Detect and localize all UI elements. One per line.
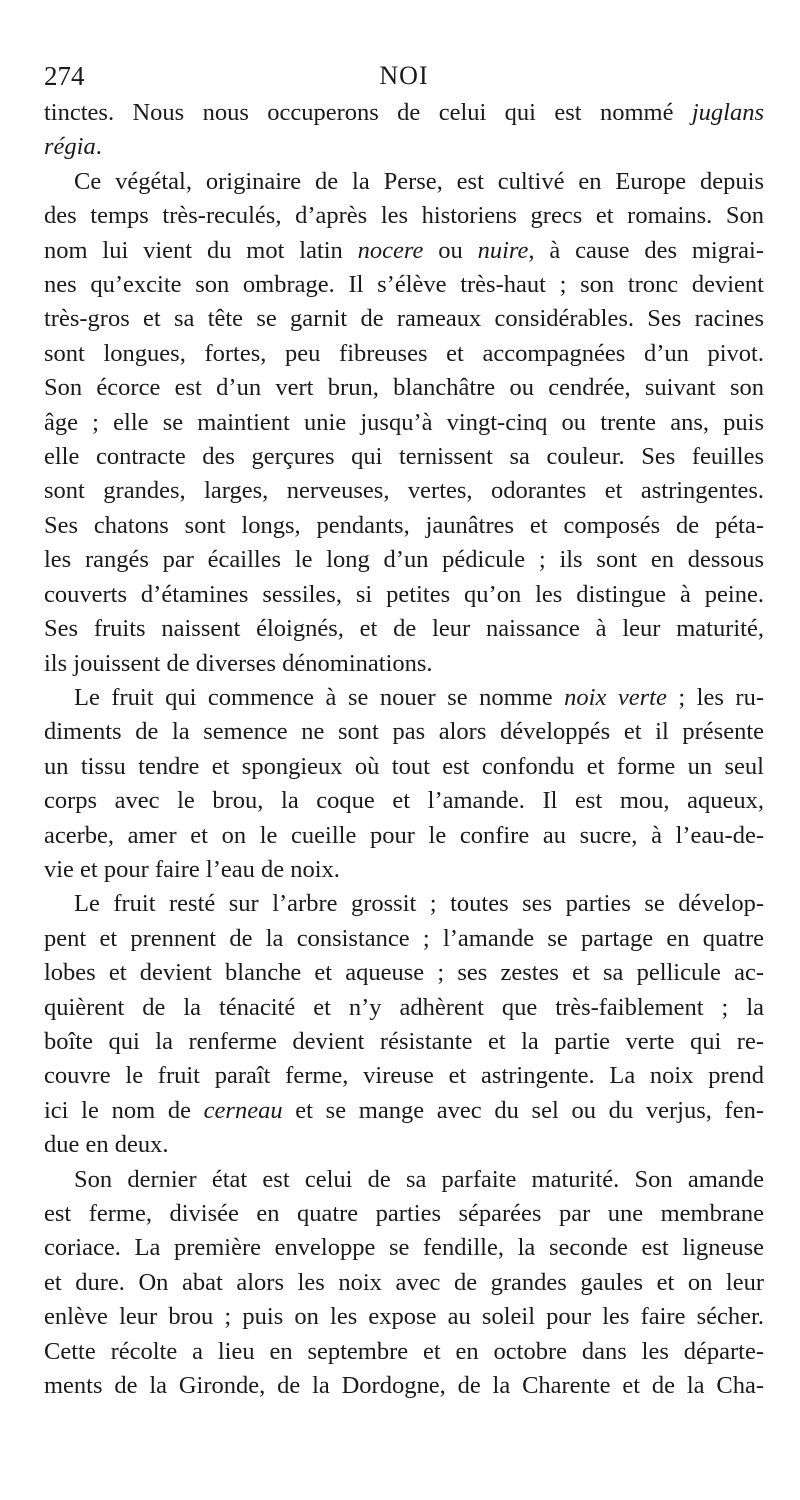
paragraph-description	[44, 165, 764, 681]
paragraph-continuation	[44, 96, 764, 165]
text-line: couverts d’étamines sessiles, si petites qu’on les distingue à peine.	[44, 580, 764, 608]
paragraph-cerneau	[44, 887, 764, 1162]
text-line: couvre le fruit paraît ferme, vireuse et astringente. La noix prend	[44, 1062, 764, 1090]
running-title: NOI	[379, 61, 429, 90]
text-line: Le fruit qui commence à se nouer se nomme noix verte ; les ru-	[74, 683, 764, 711]
text-line: ments de la Gironde, de la Dordogne, de la Charente et de la Cha-	[44, 1372, 764, 1400]
text-line: ici le nom de cerneau et se mange avec du sel ou du verjus, fen-	[44, 1096, 764, 1124]
text-line: tinctes. Nous nous occuperons de celui qui est nommé juglans	[44, 99, 764, 126]
text-line: Son écorce est d’un vert brun, blanchâtre ou cendrée, suivant son	[44, 374, 764, 402]
text-line: sont longues, fortes, peu fibreuses et accompagnées d’un pivot.	[44, 339, 764, 367]
text-line: diments de la semence ne sont pas alors développés et il présente	[44, 718, 764, 746]
text-line: boîte qui la renferme devient résistante et la partie verte qui re-	[44, 1027, 764, 1055]
text-line: quièrent de la ténacité et n’y adhèrent que très-faiblement ; la	[44, 993, 764, 1021]
running-header	[44, 58, 764, 94]
text-line: vie et pour faire l’eau de noix.	[44, 855, 340, 883]
text-line: les rangés par écailles le long d’un pédicule ; ils sont en dessous	[44, 546, 764, 574]
text-line: régia.	[44, 133, 102, 161]
text-line: Le fruit resté sur l’arbre grossit ; toutes ses parties se dévelop-	[74, 890, 764, 918]
text-line: âge ; elle se maintient unie jusqu’à vingt-cinq ou trente ans, puis	[44, 408, 764, 436]
text-line: Ses fruits naissent éloignés, et de leur naissance à leur maturité,	[44, 615, 764, 643]
page-number: 274	[44, 61, 85, 91]
text-line: Ce végétal, originaire de la Perse, est cultivé en Europe depuis	[74, 167, 764, 195]
text-line: nom lui vient du mot latin nocere ou nuire, à cause des migrai-	[44, 236, 764, 264]
text-line: un tissu tendre et spongieux où tout est confondu et forme un seul	[44, 752, 764, 780]
text-line: elle contracte des gerçures qui ternissent sa couleur. Ses feuilles	[44, 443, 764, 471]
text-line: due en deux.	[44, 1131, 169, 1159]
text-line: est ferme, divisée en quatre parties séparées par une membrane	[44, 1200, 764, 1227]
text-line: des temps très-reculés, d’après les historiens grecs et romains. Son	[44, 202, 764, 230]
text-line: et dure. On abat alors les noix avec de grandes gaules et on leur	[44, 1268, 764, 1296]
text-line: acerbe, amer et on le cueille pour le confire au sucre, à l’eau-de-	[44, 821, 764, 849]
paragraph-green-walnut	[44, 681, 764, 887]
text-line: coriace. La première enveloppe se fendille, la seconde est ligneuse	[44, 1234, 764, 1262]
text-line: enlève leur brou ; puis on les expose au soleil pour les faire sécher.	[44, 1303, 764, 1331]
text-line: sont grandes, larges, nerveuses, vertes, odorantes et astringentes.	[44, 477, 764, 505]
text-line: ils jouissent de diverses dénominations.	[44, 649, 433, 677]
body-text	[44, 96, 764, 1403]
text-line: très-gros et sa tête se garnit de rameaux considérables. Ses racines	[44, 305, 764, 333]
text-line: pent et prennent de la consistance ; l’amande se partage en quatre	[44, 924, 764, 952]
text-line: nes qu’excite son ombrage. Il s’élève très-haut ; son tronc devient	[44, 271, 764, 299]
paragraph-maturity	[44, 1163, 764, 1404]
text-line: Cette récolte a lieu en septembre et en octobre dans les départe-	[44, 1337, 764, 1365]
text-line: Son dernier état est celui de sa parfaite maturité. Son amande	[74, 1165, 764, 1193]
text-line: lobes et devient blanche et aqueuse ; ses zestes et sa pellicule ac-	[44, 959, 764, 987]
text-line: corps avec le brou, la coque et l’amande. Il est mou, aqueux,	[44, 787, 764, 815]
text-line: Ses chatons sont longs, pendants, jaunâtres et composés de péta-	[44, 511, 764, 539]
